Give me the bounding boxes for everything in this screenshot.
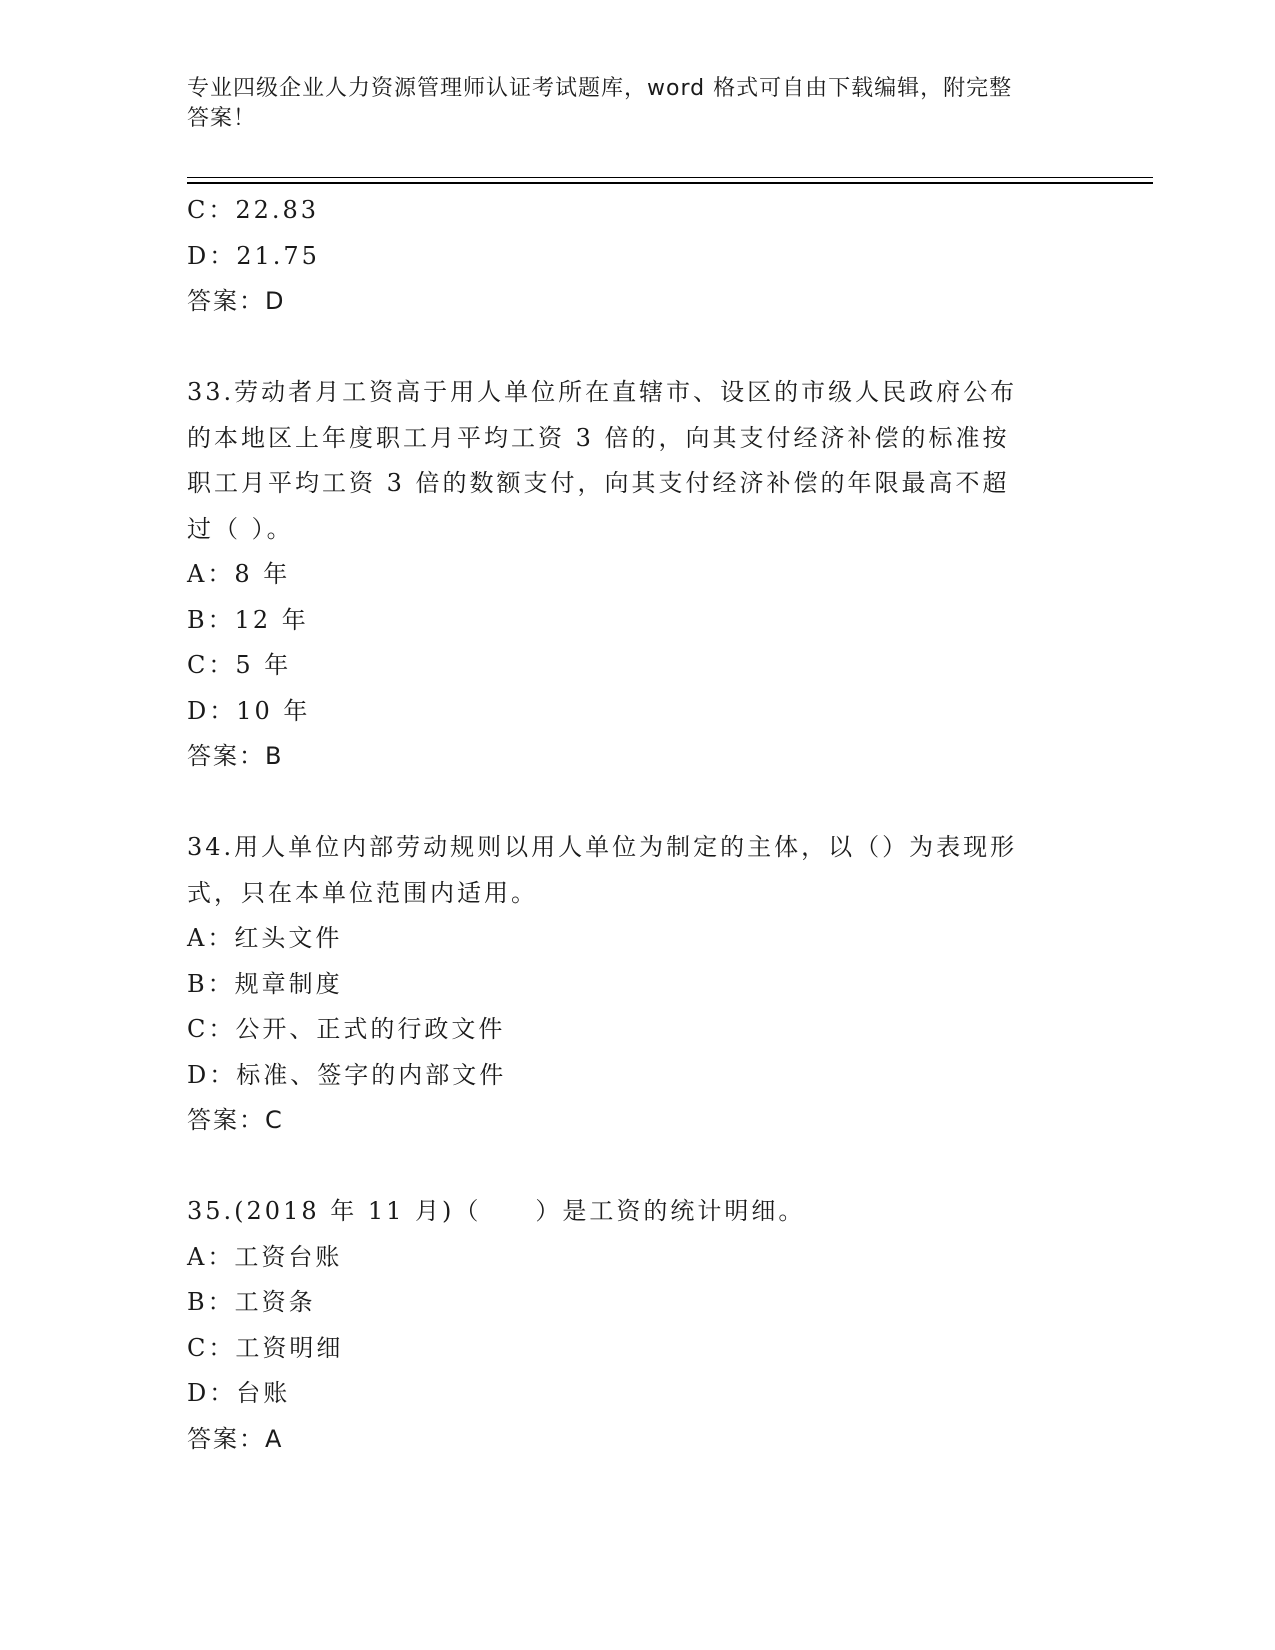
spacer [187, 325, 1087, 371]
answer-line: 答案：D [187, 287, 286, 315]
option-a: A：工资台账 [187, 1242, 343, 1271]
question-35 [187, 1189, 1087, 1462]
question-stem: 的本地区上年度职工月平均工资 3 倍的，向其支付经济补偿的标准按 [187, 423, 1010, 452]
question-33 [187, 370, 1087, 780]
spacer [187, 1144, 1087, 1190]
question-list [187, 188, 1087, 1462]
option-c: C：22.83 [187, 196, 320, 224]
option-a: A：8 年 [187, 560, 291, 588]
question-stem: 过（ ）。 [187, 514, 294, 543]
option-a: A：红头文件 [187, 924, 343, 952]
option-d: D：10 年 [187, 696, 311, 725]
option-b: B：工资条 [187, 1288, 316, 1316]
option-c: C：工资明细 [187, 1333, 344, 1362]
option-d: D：标准、签字的内部文件 [187, 1060, 507, 1089]
spacer [187, 780, 1087, 826]
question-stem: 35.(2018 年 11 月)（ ）是工资的统计明细。 [187, 1197, 806, 1225]
header-divider-thin [187, 177, 1153, 178]
question-stem: 式，只在本单位范围内适用。 [187, 878, 538, 907]
question-stem: 33.劳动者月工资高于用人单位所在直辖市、设区的市级人民政府公布 [187, 378, 1018, 406]
question-stem: 职工月平均工资 3 倍的数额支付，向其支付经济补偿的年限最高不超 [187, 469, 1010, 497]
question-34 [187, 825, 1087, 1144]
answer-line: 答案：C [187, 1106, 284, 1134]
option-b: B：规章制度 [187, 969, 343, 998]
answer-line: 答案：B [187, 742, 284, 770]
option-d: D：21.75 [187, 241, 320, 270]
option-c: C：5 年 [187, 651, 292, 679]
option-d: D：台账 [187, 1379, 291, 1407]
header-line-2: 答案！ [187, 106, 257, 131]
header-line-1: 专业四级企业人力资源管理师认证考试题库，word 格式可自由下载编辑，附完整 [187, 76, 1013, 101]
answer-line: 答案：A [187, 1424, 284, 1453]
question-stem: 34.用人单位内部劳动规则以用人单位为制定的主体，以（）为表现形 [187, 833, 1018, 861]
option-c: C：公开、正式的行政文件 [187, 1015, 506, 1043]
header-divider-thick [187, 182, 1153, 184]
question-32-tail [187, 188, 1087, 325]
page-header [187, 74, 1067, 134]
option-b: B：12 年 [187, 605, 309, 634]
